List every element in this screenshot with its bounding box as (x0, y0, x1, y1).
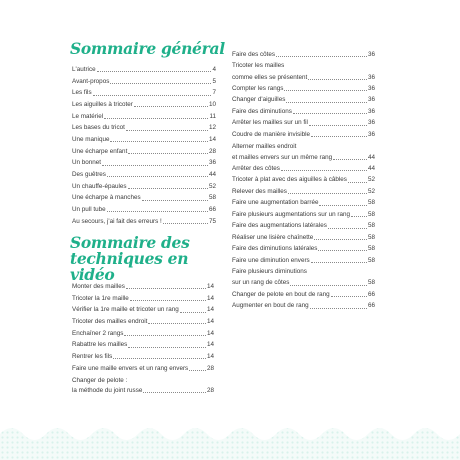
dotted-leader (104, 118, 208, 119)
dotted-leader (107, 176, 208, 177)
dotted-leader (110, 141, 208, 142)
toc-entry-title-continued: comme elles se présentent (232, 73, 308, 81)
toc-entry-title: Faire plusieurs diminutions (232, 268, 307, 276)
toc-entry-page-number: 58 (367, 210, 375, 218)
toc-entry (72, 110, 216, 122)
toc-entry-page-number: 44 (208, 171, 216, 179)
toc-entry-page-number: 52 (367, 176, 375, 184)
toc-entry-title: Changer de pelote : (72, 376, 128, 384)
toc-entry (232, 48, 375, 59)
toc-entry-title: Monter des mailles (72, 282, 125, 290)
dotted-leader (163, 223, 208, 224)
dotted-leader (328, 228, 367, 229)
dotted-leader (290, 285, 367, 286)
toc-entry-title: Changer d'aiguilles (232, 96, 286, 104)
dotted-leader (126, 288, 206, 289)
toc-entry-title: Tricoter la 1re maille (72, 294, 129, 302)
toc-entry (72, 75, 216, 87)
toc-entry-title: Faire des diminutions (232, 107, 292, 115)
toc-entry-title: Coudre de manière invisible (232, 130, 311, 138)
toc-entry (232, 82, 375, 93)
dotted-leader (148, 323, 206, 324)
dotted-leader (102, 165, 208, 166)
toc-entry-title: Une écharpe enfant (72, 147, 128, 155)
dotted-leader (107, 211, 208, 212)
dotted-leader (331, 296, 367, 297)
dotted-leader (308, 79, 367, 80)
dotted-leader (348, 182, 367, 183)
dotted-leader (97, 71, 212, 72)
dotted-leader (309, 125, 367, 126)
toc-entry (72, 98, 216, 110)
toc-entry-title: Faire une diminution envers (232, 256, 310, 264)
toc-entry-page-number: 36 (367, 107, 375, 115)
dotted-leader (276, 56, 367, 57)
toc-entry (232, 174, 375, 185)
toc-entry-title: Tricoter les mailles (232, 62, 285, 70)
toc-entry-title: Faire plusieurs augmentations sur un rang (232, 210, 350, 218)
toc-entry (232, 105, 375, 116)
toc-entry-title-continued: la méthode du joint russe (72, 387, 143, 395)
toc-entry-title: Les fils (72, 89, 92, 97)
dotted-leader (93, 95, 212, 96)
dotted-leader (310, 308, 367, 309)
video-techniques-list-left (72, 280, 214, 396)
toc-entry-title-continued: sur un rang de côtes (232, 279, 290, 287)
toc-entry (72, 180, 216, 192)
dotted-leader (128, 188, 208, 189)
toc-entry (232, 300, 375, 311)
toc-entry-page-number: 58 (367, 279, 375, 287)
dotted-leader (281, 170, 367, 171)
toc-entry (72, 384, 214, 396)
toc-entry-title: Faire des côtes (232, 50, 276, 58)
toc-entry-page-number: 14 (206, 317, 214, 325)
toc-entry-title: Alterner mailles endroit (232, 142, 297, 150)
toc-entry-title: Une écharpe à manches (72, 194, 141, 202)
toc-entry (72, 63, 216, 75)
toc-entry-page-number: 36 (367, 73, 375, 81)
toc-entry (72, 280, 214, 292)
dotted-leader (126, 130, 208, 131)
toc-entry-title: Une manique (72, 136, 110, 144)
toc-entry-title: Faire des diminutions latérales (232, 245, 318, 253)
toc-entry-page-number: 75 (208, 217, 216, 225)
toc-entry (232, 288, 375, 299)
dotted-leader (311, 136, 367, 137)
toc-entry-title: Un bonnet (72, 159, 102, 167)
toc-entry-title: Les aiguilles à tricoter (72, 100, 133, 108)
toc-entry-title: Tricoter à plat avec des aiguilles à câbles (232, 176, 347, 184)
toc-entry-page-number: 14 (206, 306, 214, 314)
dotted-leader (311, 262, 367, 263)
toc-entry (232, 128, 375, 139)
toc-entry-title: Les bases du tricot (72, 124, 125, 132)
toc-entry (72, 121, 216, 133)
toc-entry-title: Rabattre les mailles (72, 341, 128, 349)
toc-entry-page-number: 66 (367, 290, 375, 298)
toc-entry-title: Arrêter les mailles sur un fil (232, 119, 308, 127)
dotted-leader (314, 239, 367, 240)
toc-entry (232, 242, 375, 253)
toc-entry-title: Faire des augmentations latérales (232, 222, 327, 230)
toc-entry-page-number: 5 (212, 77, 216, 85)
toc-entry (232, 254, 375, 265)
toc-entry-title: Des guêtres (72, 171, 106, 179)
dotted-leader (128, 347, 206, 348)
toc-entry-page-number: 66 (208, 206, 216, 214)
toc-entry-title: Compter les rangs (232, 84, 284, 92)
toc-entry (232, 162, 375, 173)
toc-entry-page-number: 52 (208, 182, 216, 190)
dotted-leader (128, 153, 208, 154)
toc-entry-title: Arrêter des côtes (232, 165, 280, 173)
toc-entry-page-number: 28 (206, 387, 214, 395)
toc-entry-page-number: 14 (206, 329, 214, 337)
decorative-knit-pattern (0, 420, 460, 460)
toc-entry-title: Un chauffe-épaules (72, 182, 127, 190)
toc-entry-title-continued: et mailles envers sur un même rang (232, 153, 333, 161)
toc-entry-title: Enchaîner 2 rangs (72, 329, 124, 337)
toc-entry (72, 292, 214, 304)
toc-entry (232, 71, 375, 82)
toc-entry (72, 145, 216, 157)
toc-entry (232, 94, 375, 105)
toc-entry-page-number: 58 (367, 256, 375, 264)
toc-entry-page-number: 14 (206, 353, 214, 361)
dotted-leader (284, 90, 367, 91)
toc-entry-title: Rentrer les fils (72, 353, 113, 361)
toc-entry-title: Avant-propos (72, 77, 110, 85)
toc-entry-page-number: 58 (367, 245, 375, 253)
video-contents-heading: Sommaire des techniques en vidéo (70, 233, 190, 284)
dotted-leader (134, 106, 208, 107)
video-techniques-list-right (232, 48, 375, 311)
toc-entry-page-number: 44 (367, 153, 375, 161)
toc-entry-page-number: 36 (208, 159, 216, 167)
toc-entry-page-number: 14 (208, 136, 216, 144)
toc-entry (232, 277, 375, 288)
toc-entry-title: Vérifier la 1re maille et tricoter un rang (72, 306, 179, 314)
toc-entry-title: Augmenter en bout de rang (232, 302, 309, 310)
toc-entry-page-number: 28 (206, 364, 214, 372)
toc-entry-page-number: 44 (367, 165, 375, 173)
toc-entry-page-number: 4 (212, 65, 216, 73)
dotted-leader (142, 200, 208, 201)
toc-entry (232, 220, 375, 231)
toc-entry (72, 133, 216, 145)
dotted-leader (319, 205, 367, 206)
toc-entry-page-number: 58 (367, 199, 375, 207)
general-contents-list (72, 63, 216, 227)
toc-entry-title: Faire une augmentation barrée (232, 199, 319, 207)
toc-entry-title: Relever des mailles (232, 187, 287, 195)
toc-entry-title: Le matériel (72, 112, 104, 120)
toc-entry-page-number: 14 (206, 282, 214, 290)
toc-entry-page-number: 14 (206, 294, 214, 302)
dotted-leader (286, 102, 367, 103)
toc-entry (72, 350, 214, 362)
toc-entry-title: Un pull tube (72, 206, 106, 214)
toc-entry-page-number: 58 (367, 222, 375, 230)
toc-entry (72, 315, 214, 327)
toc-entry (72, 157, 216, 169)
toc-entry-page-number: 14 (206, 341, 214, 349)
dotted-leader (124, 335, 206, 336)
toc-entry-page-number: 7 (212, 89, 216, 97)
dotted-leader (333, 159, 367, 160)
toc-entry (72, 86, 216, 98)
toc-entry (232, 231, 375, 242)
toc-entry-page-number: 58 (208, 194, 216, 202)
general-contents-heading: Sommaire général (70, 39, 225, 58)
toc-entry (232, 185, 375, 196)
toc-entry-title: L'autrice (72, 65, 96, 73)
toc-entry (232, 151, 375, 162)
toc-entry (72, 168, 216, 180)
toc-entry-page-number: 10 (208, 100, 216, 108)
toc-entry-page-number: 36 (367, 130, 375, 138)
dotted-leader (110, 83, 211, 84)
dotted-leader (318, 250, 367, 251)
toc-entry-title: Faire une maille envers et un rang envers (72, 364, 189, 372)
dotted-leader (293, 113, 367, 114)
toc-entry (72, 192, 216, 204)
toc-entry-title: Réaliser une lisière chaînette (232, 233, 314, 241)
toc-entry (232, 208, 375, 219)
toc-entry-page-number: 36 (367, 96, 375, 104)
dotted-leader (130, 300, 206, 301)
toc-entry-title: Au secours, j'ai fait des erreurs ! (72, 217, 162, 225)
toc-entry (72, 215, 216, 227)
dotted-leader (351, 216, 367, 217)
toc-entry-page-number: 52 (367, 187, 375, 195)
toc-entry (72, 203, 216, 215)
toc-entry (72, 327, 214, 339)
toc-entry-page-number: 58 (367, 233, 375, 241)
toc-entry-title: Tricoter des mailles endroit (72, 317, 148, 325)
toc-entry-page-number: 11 (209, 112, 216, 120)
dotted-leader (180, 312, 206, 313)
toc-entry-page-number: 12 (208, 124, 216, 132)
toc-entry-page-number: 28 (208, 147, 216, 155)
toc-entry-title: Changer de pelote en bout de rang (232, 290, 330, 298)
toc-entry-page-number: 36 (367, 119, 375, 127)
toc-entry (72, 362, 214, 374)
dotted-leader (288, 193, 367, 194)
dotted-leader (189, 370, 206, 371)
toc-entry-page-number: 36 (367, 84, 375, 92)
toc-entry (232, 117, 375, 128)
dotted-leader (113, 358, 206, 359)
toc-entry (72, 338, 214, 350)
toc-entry (72, 303, 214, 315)
toc-entry (232, 197, 375, 208)
toc-entry-page-number: 36 (367, 50, 375, 58)
toc-entry-page-number: 66 (367, 302, 375, 310)
dotted-leader (143, 392, 206, 393)
